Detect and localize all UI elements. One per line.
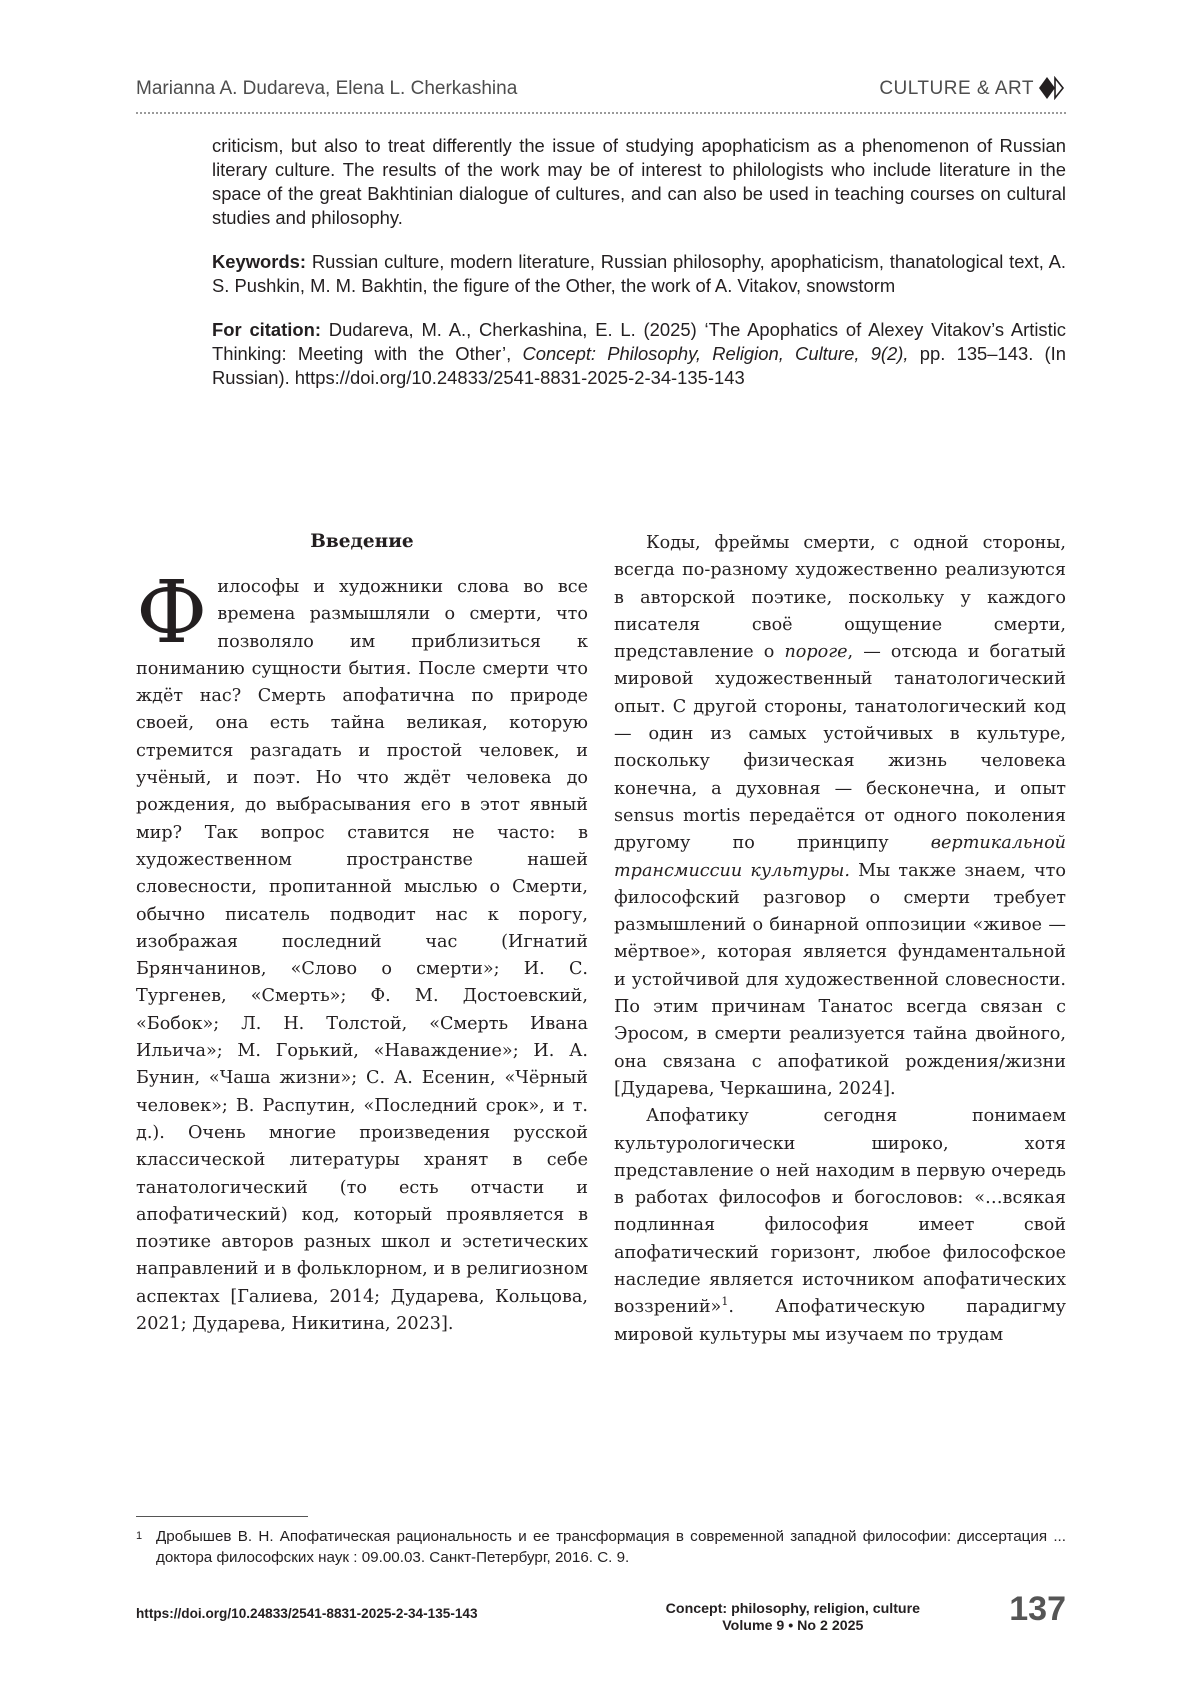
footnote-number: 1: [136, 1530, 143, 1542]
drop-cap: Ф: [136, 563, 208, 663]
header-section: CULTURE & ART: [879, 78, 1034, 99]
footnote-text: Дробышев В. Н. Апофатическая рациональность и ее трансформация в современной западной философии: диссертация ... доктора философских наук : 09.00.03. Санкт-Петербург, 2016. С. 9.: [156, 1528, 1066, 1566]
header-divider: [136, 112, 1066, 114]
citation-label: For citation:: [212, 319, 321, 340]
footer-journal-title: Concept: philosophy, religion, culture: [665, 1601, 920, 1617]
paragraph-2-part-a: Апофатику сегодня понимаем культурологически широко, хотя представление о ней находим в первую очередь в работах философов и богословов: «…всякая подлинная философия имеет свой апофатический горизонт, любое философское наследие является источником апофатических воззрений»: [614, 1106, 1066, 1318]
footer-doi-link[interactable]: https://doi.org/10.24833/2541-8831-2025-2-34-135-143: [136, 1606, 478, 1621]
keywords-text: Russian culture, modern literature, Russian philosophy, apophaticism, thanatological text, A. S. Pushkin, M. M. Bakhtin, the figure of the Other, the work of A. Vitakov, snowstorm: [212, 251, 1066, 296]
paragraph-1-italic-1: пороге: [784, 642, 848, 663]
paragraph-1-part-c: Мы также знаем, что философский разговор о смерти требует размышлений о бинарной оппозиции «живое — мёртвое», которая является фундаментальной и устойчивой для художественной словесности. По этим причинам Танатос всегда связан с Эросом, в смерти реализуется тайна двойного, она связана с апофатикой рождения/жизни [Дударева, Черкашина, 2024].: [614, 860, 1066, 1099]
right-column: [614, 530, 1066, 1349]
footnote-ref[interactable]: 1: [721, 1295, 729, 1309]
footnote-divider: [136, 1516, 308, 1517]
running-header: [136, 74, 1066, 108]
diamond-logo-icon: [1038, 76, 1066, 100]
citation-end: pp. 135–143. (In Russian). https://doi.org/10.24833/2541-8831-2025-2-34-135-143: [212, 343, 1067, 388]
citation-start: Dudareva, M. A., Cherkashina, E. L. (2025) ‘The Apophatics of Alexey Vitakov’s Artistic Thinking: Meeting with the Other’,: [212, 319, 1067, 364]
keywords: [212, 250, 1066, 298]
section-heading: Введение: [310, 531, 414, 552]
page-number: 137: [1009, 1590, 1066, 1628]
left-column: [136, 530, 588, 1338]
citation: [212, 318, 1066, 390]
footnote: [136, 1526, 1066, 1568]
paragraph-1: [614, 530, 1066, 1103]
paragraph-2: [614, 1103, 1066, 1349]
abstract-text: criticism, but also to treat differently the issue of studying apophaticism as a phenomenon of Russian literary culture. The results of the work may be of interest to philologists who include literature in the space of the great Bakhtinian dialogue of cultures, and can also be used in teaching courses on cultural studies and philosophy.: [212, 135, 1066, 228]
citation-journal: Concept: Philosophy, Religion, Culture, 9(2),: [522, 343, 909, 364]
keywords-label: Keywords:: [212, 251, 307, 272]
paragraph-2-part-b: . Апофатическую парадигму мировой культуры мы изучаем по трудам: [614, 1297, 1066, 1345]
paragraph-1-part-b: , — отсюда и богатый мировой художественный танатологический опыт. С другой стороны, танатологический код — один из самых устойчивых в культуре, поскольку физическая жизнь человека конечна, а духовная — бесконечна, и опыт sensus mortis передаётся от одного поколения другому по принципу: [614, 642, 1066, 854]
footer-journal-info: [666, 1601, 920, 1635]
intro-paragraph: [136, 563, 588, 1338]
intro-text: илософы и художники слова во все времена размышляли о смерти, что позволяло им приблизиться к пониманию сущности бытия. После смерти что ждёт нас? Смерть апофатична по природе своей, она есть тайна великая, которую стремится разгадать и простой человек, и учёный, и поэт. Но что ждёт человека до рождения, до выбрасывания его в этот явный мир? Так вопрос ставится не часто: в художественном пространстве нашей словесности, пропитанной мыслью о Смерти, обычно писатель подводит нас к порогу, изображая последний час (Игнатий Брянчанинов, «Слово о смерти»; И. С. Тургенев, «Смерть»; Ф. М. Достоевский, «Бобок»; Л. Н. Толстой, «Смерть Ивана Ильича»; М. Горький, «Наваждение»; И. А. Бунин, «Чаша жизни»; С. А. Есенин, «Чёрный человек»; В. Распутин, «Последний срок», и т. д.). Очень многие произведения русской классической литературы хранят в себе танатологический (то есть отчасти и апофатический) код, который проявляется в поэтике авторов разных школ и эстетических направлений и в фольклорном, и в религиозном аспектах [Галиева, 2014; Дударева, Кольцова, 2021; Дударева, Никитина, 2023].: [136, 577, 588, 1335]
paragraph-1-part-a: Коды, фреймы смерти, с одной стороны, всегда по-разному художественно реализуются в авторской поэтике, поскольку у каждого писателя своё ощущение смерти, представление о: [614, 533, 1066, 663]
footer-volume: Volume 9 • No 2 2025: [722, 1618, 864, 1634]
abstract-block: [212, 134, 1066, 410]
paragraph-1-italic-2: вертикальной трансмиссии культуры.: [614, 833, 1066, 881]
header-authors: Marianna A. Dudareva, Elena L. Cherkashina: [136, 78, 518, 99]
